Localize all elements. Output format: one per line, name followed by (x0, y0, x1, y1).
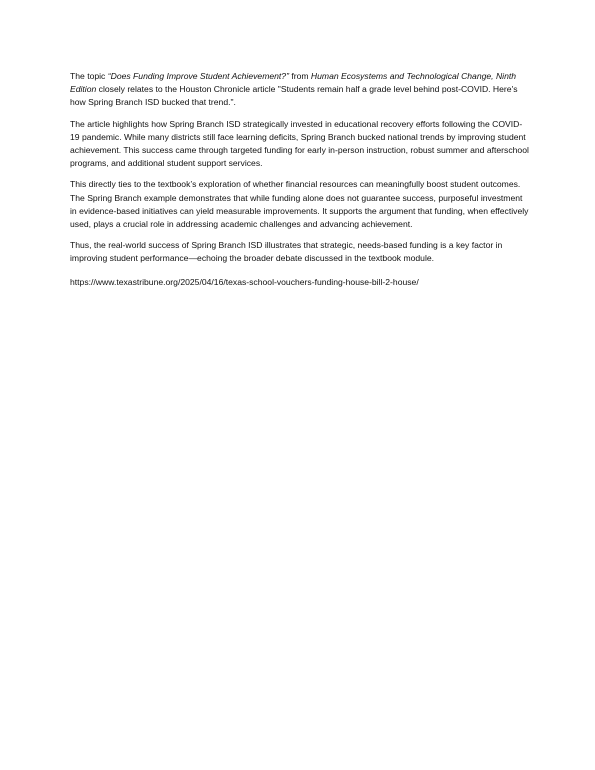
intro-paragraph (70, 70, 530, 110)
topic-title: “Does Funding Improve Student Achievement?” (107, 71, 289, 81)
source-url: https://www.texastribune.org/2025/04/16/texas-school-vouchers-funding-house-bill-2-house/ (70, 276, 419, 287)
intro-text-3: closely relates to the Houston Chronicle article "Students remain half a grade level behind post-COVID. Here's how Spring Branch ISD bucked that trend.". (70, 84, 518, 108)
document-body (70, 70, 530, 297)
intro-text-1: The topic (70, 71, 108, 81)
conclusion-paragraph: Thus, the real-world success of Spring Branch ISD illustrates that strategic, needs-based funding is a key factor in improving student performance—echoing the broader debate discussed in the textbook module. (70, 240, 503, 264)
intro-text-2: from (288, 71, 311, 81)
article-summary-paragraph: The article highlights how Spring Branch ISD strategically invested in educational recovery efforts following the COVID-19 pandemic. While many districts still face learning deficits, Spring Branch bucked national trends by improving student achievement. This success came through targeted funding for early in-person instruction, robust summer and afterschool programs, and additional student support services. (70, 118, 529, 169)
textbook-connection-paragraph: This directly ties to the textbook’s exploration of whether financial resources can meaningfully boost student outcomes. The Spring Branch example demonstrates that while funding alone does not guarantee success, purposeful investment in evidence-based initiatives can yield measurable improvements. It supports the argument that funding, when effectively used, plays a crucial role in addressing academic challenges and advancing achievement. (70, 179, 529, 230)
book-title: Human Ecosystems and Technological Change, Ninth Edition (70, 71, 517, 95)
